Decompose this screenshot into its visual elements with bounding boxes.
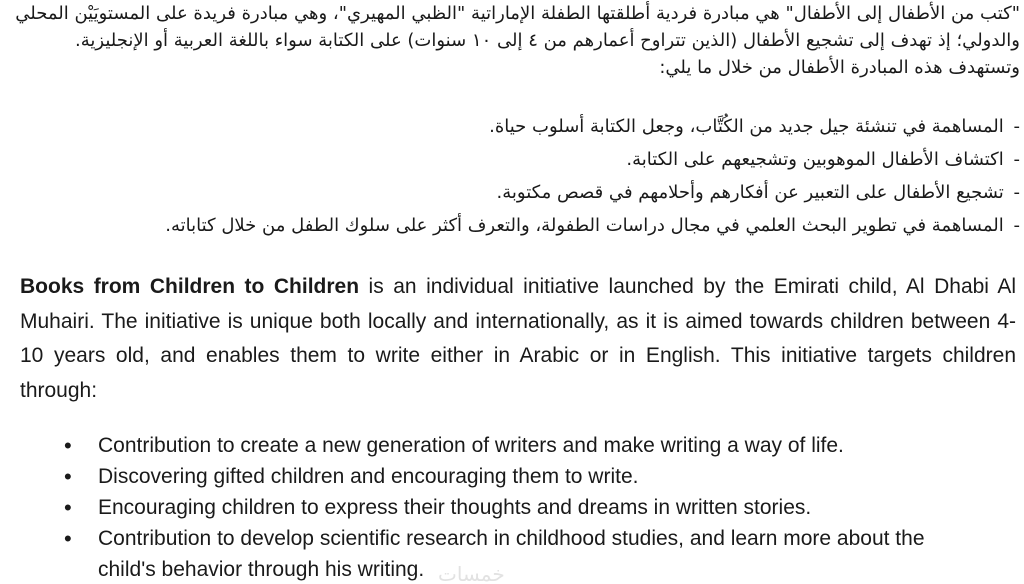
english-section bbox=[20, 270, 1016, 584]
bullet-marker: • bbox=[64, 526, 72, 551]
list-item bbox=[170, 143, 1020, 176]
list-item-text: Contribution to create a new generation of writers and make writing a way of life. bbox=[98, 434, 844, 457]
english-goals-list bbox=[20, 430, 1016, 584]
list-item bbox=[20, 492, 1016, 523]
list-item-text: المساهمة في تطوير البحث العلمي في مجال دراسات الطفولة، والتعرف أكثر على سلوك الطفل من خلال كتاباته. bbox=[165, 215, 1004, 236]
initiative-title: Books from Children to Children bbox=[20, 275, 360, 298]
watermark-logo: خمسات bbox=[438, 562, 505, 584]
list-item bbox=[165, 209, 1020, 242]
bullet-marker: • bbox=[64, 464, 72, 489]
dash-marker: - bbox=[1013, 149, 1020, 170]
arabic-section bbox=[15, 0, 1020, 242]
list-item-continuation: child's behavior through his writing. bbox=[98, 558, 425, 581]
english-intro-text: is an individual initiative launched by the Emirati child, Al Dhabi Al Muhairi. The initiative is unique both locally and internationally, as it is aimed towards children between 4-10 years old, and enables them to write either in Arabic or in English. This initiative targets children through: bbox=[20, 275, 1016, 402]
list-item-text: تشجيع الأطفال على التعبير عن أفكارهم وأحلامهم في قصص مكتوبة. bbox=[496, 182, 1004, 203]
list-item-text: Discovering gifted children and encouraging them to write. bbox=[98, 465, 639, 488]
list-item-text: المساهمة في تنشئة جيل جديد من الكُتَّاب، وجعل الكتابة أسلوب حياة. bbox=[489, 116, 1004, 137]
bullet-marker: • bbox=[64, 433, 72, 458]
list-item bbox=[20, 523, 1016, 584]
arabic-intro bbox=[15, 0, 1020, 81]
list-item-text: Contribution to develop scientific research in childhood studies, and learn more about the bbox=[98, 527, 925, 550]
dash-marker: - bbox=[1013, 182, 1020, 203]
arabic-intro-line: والدولي؛ إذ تهدف إلى تشجيع الأطفال (الذين تتراوح أعمارهم من ٤ إلى ١٠ سنوات) على الكتابة سواء باللغة العربية أو الإنجليزية. bbox=[75, 30, 1020, 51]
dash-marker: - bbox=[1013, 215, 1020, 236]
english-intro bbox=[20, 270, 1016, 408]
list-item bbox=[170, 176, 1020, 209]
list-item-text: Encouraging children to express their thoughts and dreams in written stories. bbox=[98, 496, 812, 519]
list-item bbox=[170, 110, 1020, 143]
bullet-marker: • bbox=[64, 495, 72, 520]
list-item-text: اكتشاف الأطفال الموهوبين وتشجيعهم على الكتابة. bbox=[626, 149, 1004, 170]
arabic-intro-line: "كتب من الأطفال إلى الأطفال" هي مبادرة فردية أطلقتها الطفلة الإماراتية "الظبي المهيري"، وهي مبادرة فريدة على المستويَيْن المحلي bbox=[15, 3, 1020, 24]
arabic-goals-list bbox=[165, 110, 1020, 242]
list-item bbox=[20, 430, 1016, 461]
list-item bbox=[20, 461, 1016, 492]
dash-marker: - bbox=[1013, 116, 1020, 137]
arabic-intro-line: وتستهدف هذه المبادرة الأطفال من خلال ما يلي: bbox=[659, 57, 1020, 78]
